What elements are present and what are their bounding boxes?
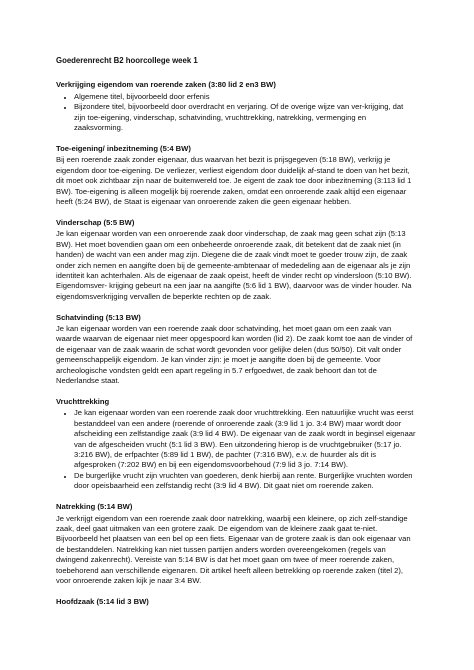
- section-paragraph: Je verkrijgt eigendom van een roerende zaak door natrekking, waarbij een kleinere, op zich zelf-standige zaak, deel gaat uitmaken van een grotere zaak. De eigendom van de kleinere zaak gaat te-niet. Bijvoorbeeld het plaatsen van een bel op een fiets. Eigenaar van de grotere zaak is dan ook eigenaar van de bestanddelen. Natrekking kan niet tussen partijen anders worden overeengekomen (regels van dwingend zakenrecht). Vereiste van 5:14 BW is dat het moet gaan om twee of meer roerende zaken, toebehorend aan verschillende eigenaren. Dit artikel heeft alleen betrekking op roerende zaken (titel 2), voor onroerende zaken kijk je naar 3:4 BW.: [56, 513, 411, 585]
- section-paragraph: Bij een roerende zaak zonder eigenaar, dus waarvan het bezit is prijsgegeven (5:18 BW), verkrijg je eigendom door toe-eigening. De verliezer, verliest eigendom door duidelijk af-stand te doen van het bezit, dit moet ook zichtbaar zijn naar de buitenwereld toe. Je eigent de zaak toe door inbezitneming (3:113 lid 1 BW). Toe-eigening is alleen mogelijk bij roerende zaken, omdat een onroerende zaak altijd een eigenaar heeft (5:24 BW), de Staat is eigenaar van onroerende zaken die geen eigenaar hebben.: [56, 155, 412, 206]
- section-heading: Schatvinding (5:13 BW): [56, 312, 141, 322]
- list-item: • Bijzondere titel, bijvoorbeeld door overdracht en verjaring. Of de overige wijze van ver-krijging, dat zijn toe-eigening, vinderschap, schatvinding, vruchttrekking, natrekking, vermenging en zaaksvorming.: [74, 102, 416, 133]
- list-item: • Algemene titel, bijvoorbeeld door erfenis: [74, 92, 416, 102]
- bullet-list: [56, 408, 416, 491]
- list-item: • Je kan eigenaar worden van een roerende zaak door vruchttrekking. Een natuurlijke vrucht was eerst bestanddeel van een andere (roerende of onroerende zaak (3:9 lid 1 jo. 3:4 BW) maar wordt door afscheiding een zelfstandige zaak (3:9 lid 4 BW). De eigenaar van de zaak wordt in beginsel eigenaar van de afgescheiden vrucht (5:1 lid 3 BW). Een uitzondering hierop is de vruchtgebruiker (5:17 jo. 3:216 BW), de erfpachter (5:89 lid 1 BW), de pachter (7:316 BW), e.v. de huurder als dit is afgesproken (7:202 BW) en bij een eigendomsvoorbehoud (7:9 lid 3 jo. 7:14 BW).: [74, 408, 416, 470]
- section-hoofdzaak: [56, 597, 416, 607]
- section-heading: Toe-eigening/ inbezitneming (5:4 BW): [56, 143, 191, 153]
- section-paragraph: Je kan eigenaar worden van een onroerende zaak door vinderschap, de zaak mag geen schat zijn (5:13 BW). Het moet bovendien gaan om een onbeheerde onroerende zaak, dit betekent dat de zaak niet (in handen) de wacht van een ander mag zijn. Diegene die de zaak vindt moet te goeder trouw zijn, de zaak onder zich nemen en aangifte doen bij de gemeente-ambtenaar of mededeling aan de eigenaar als je zijn identiteit kan achterhalen. Als de eigenaar de zaak opeist, heeft de vinder recht op vindersloon (5:10 BW). Eigendomsver- krijging gebeurt na een jaar na aangifte (5:6 lid 1 BW), daarvoor was de vinder houder. Na eigendomsverkrijging vervallen de beperkte rechten op de zaak.: [56, 229, 412, 301]
- section-vinderschap: [56, 218, 416, 302]
- section-paragraph: Je kan eigenaar worden van een roerende zaak door schatvinding, het moet gaan om een zaak van waarde waarvan de eigenaar niet meer opgespoord kan worden (lid 2). De zaak komt toe aan de vinder of de eigenaar van de zaak waarin de schat wordt gevonden voor gelijke delen (dus 50/50). Dit valt onder gemeenschappelijk eigendom. Je kan vinder zijn: je moet je aangifte doen bij de gemeente. Voor archeologische vondsten geldt een apart regeling in 5.7 erfgoedwet, de zaak behoort dan tot de Nederlandse staat.: [56, 324, 413, 386]
- section-toe-eigening: [56, 144, 416, 207]
- section-vruchttrekking: [56, 397, 416, 492]
- list-item: • De burgerlijke vrucht zijn vruchten van goederen, denk hierbij aan rente. Burgerlijke vruchten worden door opeisbaarheid een zelfstandig recht (3:9 lid 4 BW). Dit gaat niet om roerende zaken.: [74, 471, 416, 492]
- section-heading: Vinderschap (5:5 BW): [56, 217, 135, 227]
- section-heading: Natrekking (5:14 BW): [56, 502, 133, 512]
- section-heading: Vruchttrekking: [56, 396, 110, 406]
- section-heading: Verkrijging eigendom van roerende zaken (3:80 lid 2 en3 BW): [56, 80, 276, 90]
- section-natrekking: [56, 502, 416, 586]
- section-schatvinding: [56, 313, 416, 387]
- bullet-list: [56, 92, 416, 134]
- section-verkrijging: [56, 80, 416, 133]
- document-title: Goederenrecht B2 hoorcollege week 1: [56, 56, 198, 65]
- section-heading: Hoofdzaak (5:14 lid 3 BW): [56, 596, 149, 606]
